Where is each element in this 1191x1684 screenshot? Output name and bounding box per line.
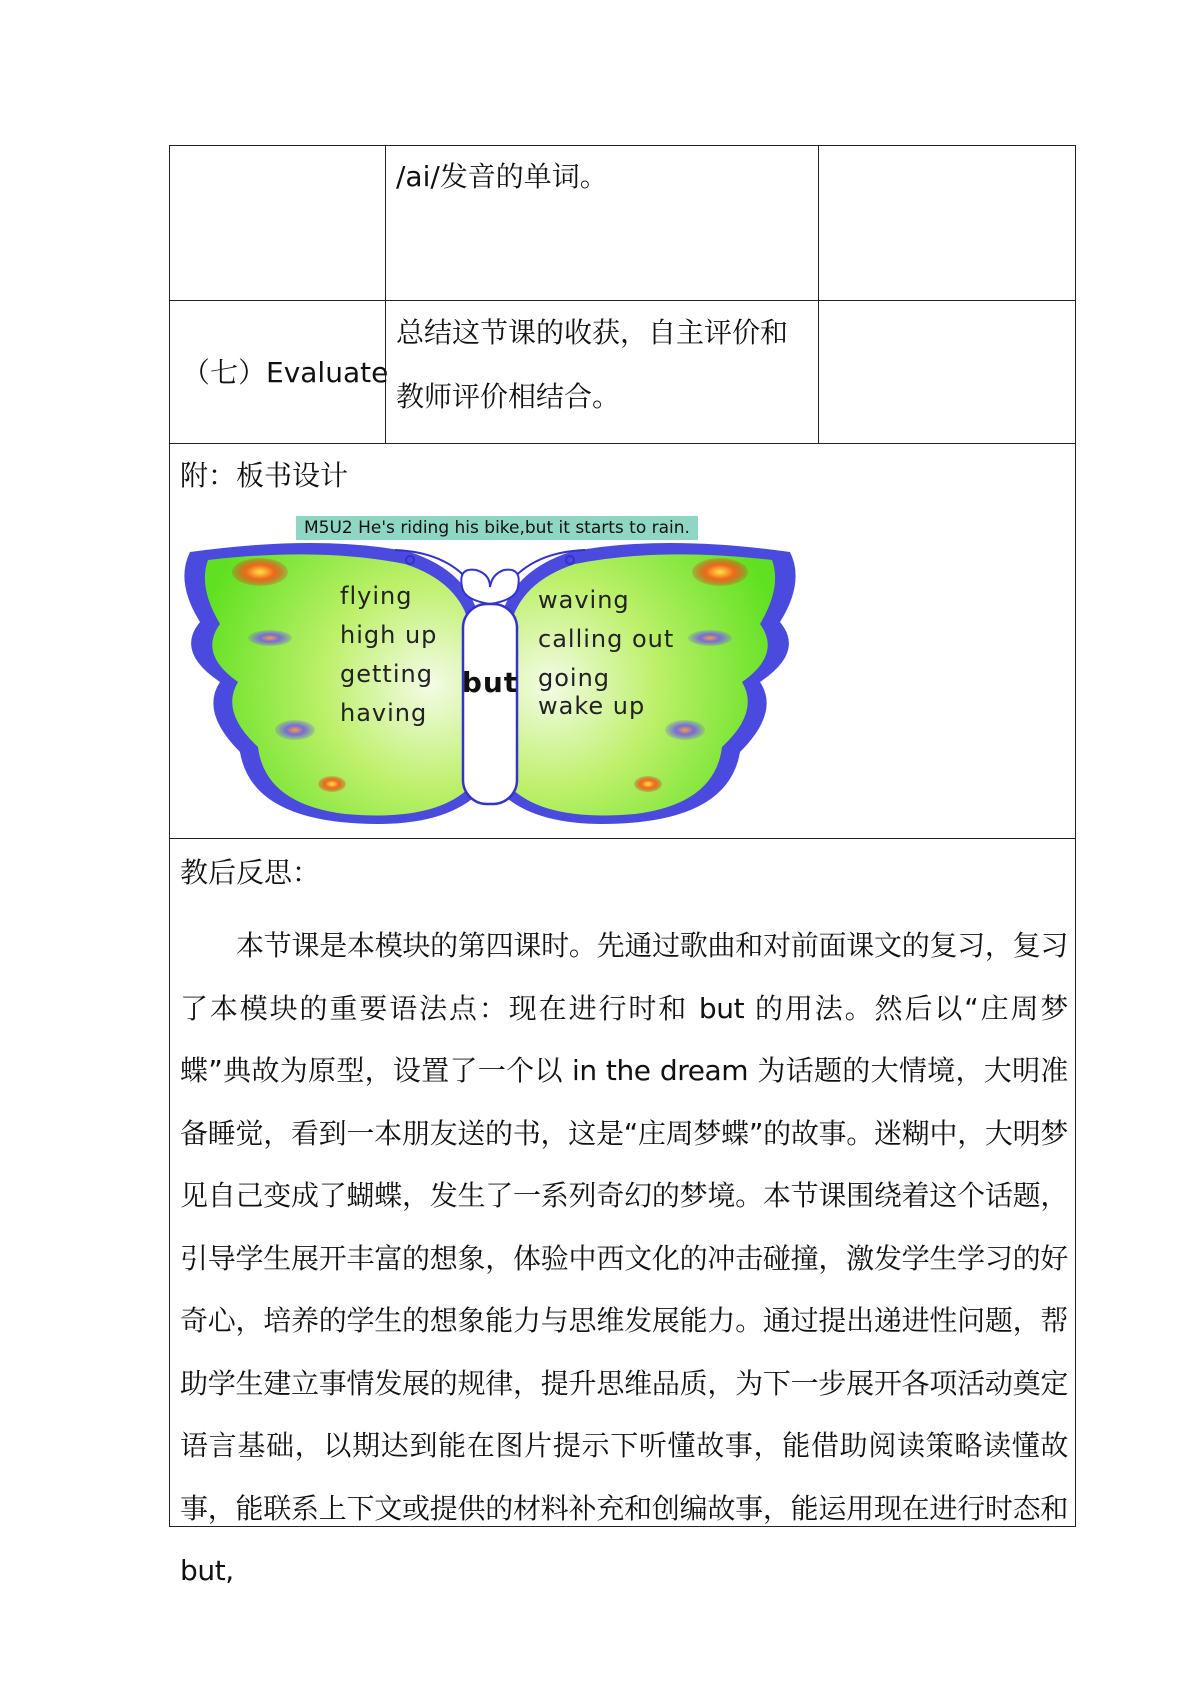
wing-spot <box>232 558 288 586</box>
wing-spot <box>665 720 705 740</box>
wing-spot <box>634 776 662 792</box>
butterfly-head <box>461 570 518 604</box>
right-word: going <box>538 664 611 692</box>
cell-text: /ai/发音的单词。 <box>396 160 608 193</box>
butterfly-body <box>463 604 517 804</box>
wing-spot <box>688 630 732 646</box>
table-cell-step <box>170 146 386 300</box>
section-heading: 附：板书设计 <box>180 459 349 492</box>
board-design-section <box>170 444 1075 839</box>
reflection-body: 本节课是本模块的第四课时。先通过歌曲和对前面课文的复习，复习了本模块的重要语法点：现在进行时和 but 的用法。然后以“庄周梦蝶”典故为原型，设置了一个以 in the dream 为话题的大情境，大明准备睡觉，看到一本朋友送的书，这是“庄周梦蝶”的故事。迷糊中，大明梦见自己变成了蝴蝶，发生了一系列奇幻的梦境。本节课围绕着这个话题，引导学生展开丰富的想象，体验中西文化的冲击碰撞，激发学生学习的好奇心，培养的学生的想象能力与思维发展能力。通过提出递进性问题，帮助学生建立事情发展的规律，提升思维品质，为下一步展开各项活动奠定语言基础，以期达到能在图片提示下听懂故事，能借助阅读策略读懂故事，能联系上下文或提供的材料补充和创编故事，能运用现在进行时态和 but, <box>180 929 1068 1587</box>
step-label: （七）Evaluate <box>182 356 389 389</box>
table-cell-activity <box>386 146 819 300</box>
left-word: getting <box>340 660 433 688</box>
board-title: M5U2 He's riding his bike,but it starts to rain. <box>296 516 698 540</box>
left-word: high up <box>340 621 438 649</box>
wing-spot <box>275 720 315 740</box>
left-word: having <box>340 699 428 727</box>
table-cell-step <box>170 301 389 443</box>
wing-spot <box>248 630 292 646</box>
section-heading: 教后反思： <box>180 856 321 889</box>
right-word: calling out <box>538 625 675 653</box>
table-cell-activity <box>386 301 819 443</box>
table-row <box>170 146 1075 301</box>
table-row <box>170 301 1075 444</box>
table-cell-purpose <box>819 146 1077 300</box>
table-cell-purpose <box>819 301 1077 443</box>
wing-spot <box>692 558 748 586</box>
reflection-section <box>170 839 1075 1587</box>
right-word: waving <box>538 586 630 614</box>
lesson-plan-table <box>169 145 1076 1587</box>
wing-spot <box>318 776 346 792</box>
cell-text: 总结这节课的收获，自主评价和教师评价相结合。 <box>396 316 789 413</box>
right-word: wake up <box>538 692 646 720</box>
butterfly-diagram <box>180 542 800 827</box>
center-word: but <box>461 666 519 699</box>
left-word: flying <box>340 582 413 610</box>
